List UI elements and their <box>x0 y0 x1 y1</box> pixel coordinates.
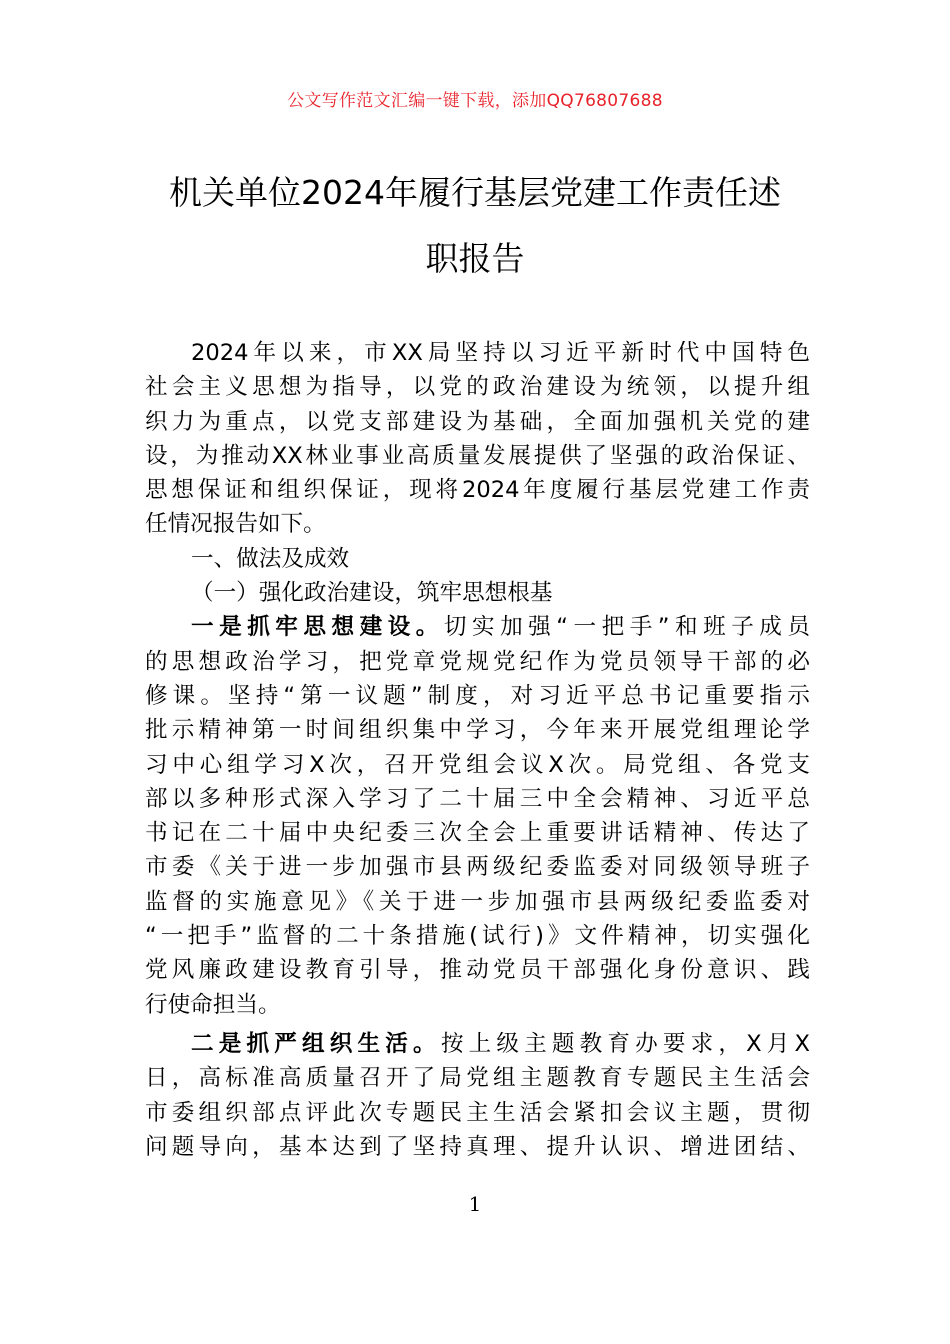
paragraph-lead: 二是抓严组织生活。 <box>191 1030 441 1057</box>
paragraph-lead: 一是抓牢思想建设。 <box>191 614 444 641</box>
paragraph-text: 按上级主题教育办要求，X月X <box>440 1030 810 1057</box>
subsection-heading: （一）强化政治建设，筑牢思想根基 <box>191 580 553 607</box>
intro-line: 2024年以来，市XX局坚持以习近平新时代中国特色 <box>191 340 810 366</box>
paragraph-line: 市委《关于进一步加强市县两级纪委监委对同级领导班子 <box>145 854 810 881</box>
paragraph-line <box>145 610 810 644</box>
paragraph-line: 市委组织部点评此次专题民主生活会紧扣会议主题，贯彻 <box>145 1099 810 1126</box>
paragraph-text: 切实加强“一把手”和班子成员 <box>443 614 810 641</box>
paragraph-line: 修课。坚持“第一议题”制度，对习近平总书记重要指示 <box>145 682 810 709</box>
intro-line: 设，为推动XX林业事业高质量发展提供了坚强的政治保证、 <box>145 442 810 469</box>
document-title-line-2: 职报告 <box>425 239 525 278</box>
section-heading: 一、做法及成效 <box>191 545 350 572</box>
paragraph-line: 党风廉政建设教育引导，推动党员干部强化身份意识、践 <box>145 957 810 984</box>
intro-line: 思想保证和组织保证，现将2024年度履行基层党建工作责 <box>145 477 810 504</box>
paragraph-line: 问题导向，基本达到了坚持真理、提升认识、增进团结、 <box>145 1133 810 1160</box>
paragraph-line: 的思想政治学习，把党章党规党纪作为党员领导干部的必 <box>145 648 810 675</box>
intro-line: 任情况报告如下。 <box>145 511 326 538</box>
paragraph-line: 监督的实施意见》《关于进一步加强市县两级纪委监委对 <box>145 888 810 915</box>
paragraph-line: 部以多种形式深入学习了二十届三中全会精神、习近平总 <box>145 785 810 812</box>
document-body <box>145 336 810 1164</box>
intro-line: 社会主义思想为指导，以党的政治建设为统领，以提升组 <box>145 374 810 401</box>
paragraph-line: 行使命担当。 <box>145 991 281 1018</box>
page-number: 1 <box>468 1192 482 1216</box>
paragraph-line: 日，高标准高质量召开了局党组主题教育专题民主生活会 <box>145 1065 810 1092</box>
paragraph-line: 批示精神第一时间组织集中学习，今年来开展党组理论学 <box>145 717 810 744</box>
intro-line: 织力为重点，以党支部建设为基础，全面加强机关党的建 <box>145 408 810 435</box>
document-title-line-1: 机关单位2024年履行基层党建工作责任述 <box>169 173 781 212</box>
download-banner: 公文写作范文汇编一键下载，添加QQ76807688 <box>287 91 663 111</box>
paragraph-line: 习中心组学习X次，召开党组会议X次。局党组、各党支 <box>145 751 810 778</box>
paragraph-line: “一把手”监督的二十条措施(试行)》文件精神，切实强化 <box>145 923 810 950</box>
paragraph-line <box>145 1027 810 1061</box>
paragraph-line: 书记在二十届中央纪委三次全会上重要讲话精神、传达了 <box>145 820 810 847</box>
